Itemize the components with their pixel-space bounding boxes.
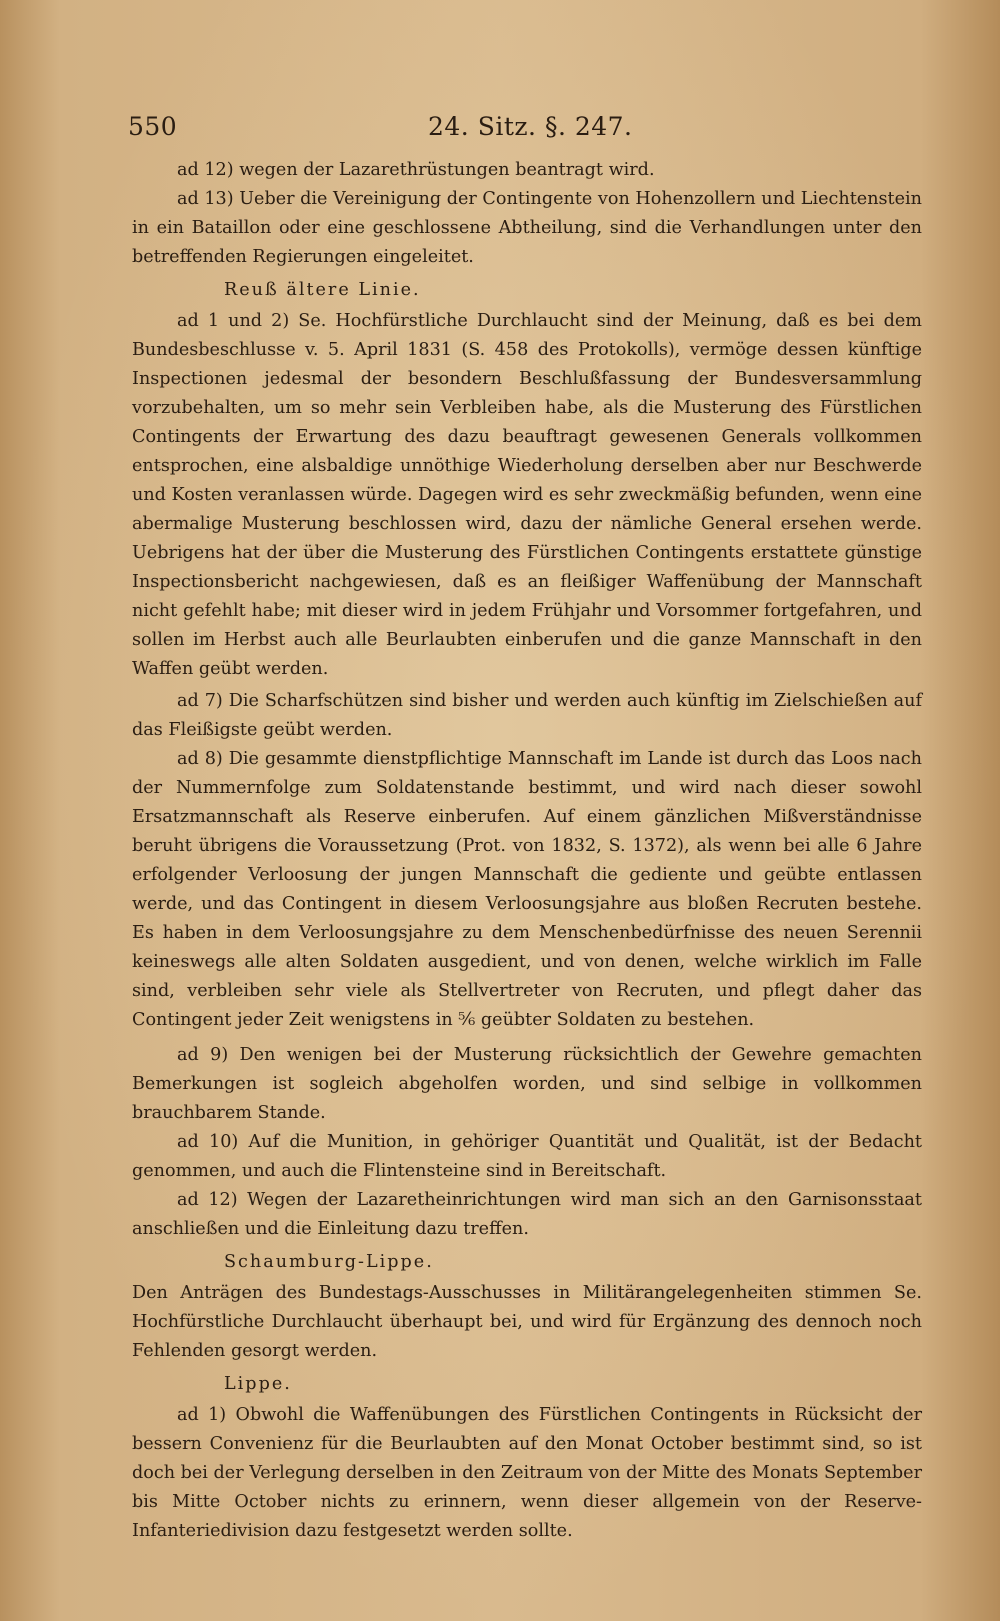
section-heading-lippe: Lippe. bbox=[224, 1374, 292, 1394]
paragraph-ad-7-scharfschuetzen: ad 7) Die Scharfschützen sind bisher und werden auch künftig im Zielschießen auf das Fleißigste geübt werden. bbox=[132, 691, 922, 740]
running-head: 24. Sitz. §. 247. bbox=[428, 112, 633, 141]
page-body bbox=[132, 156, 922, 1546]
paragraph-ad-12-lazaretheinrichtungen: ad 12) Wegen der Lazaretheinrichtungen wird man sich an den Garnisonsstaat anschließen und die Einleitung dazu treffen. bbox=[132, 1190, 922, 1239]
page-header bbox=[128, 112, 920, 144]
section-heading-schaumburg-lippe: Schaumburg-Lippe. bbox=[224, 1252, 434, 1272]
paragraph-ad-13-vereinigung: ad 13) Ueber die Vereinigung der Contingente von Hohenzollern und Liechtenstein in ein Bataillon oder eine geschlossene Abtheilung, sind die Verhandlungen unter den betreffenden Regierungen eingeleitet. bbox=[132, 189, 922, 267]
paragraph-ad-8-mannschaft: ad 8) Die gesammte dienstpflichtige Mannschaft im Lande ist durch das Loos nach der Nummernfolge zum Soldatenstande bestimmt, und wird nach dieser sowohl Ersatzmannschaft als Reserve einberufen. Auf einem gänzlichen Mißverständnisse beruht übrigens die Voraussetzung (Prot. von 1832, S. 1372), als wenn bei alle 6 Jahre erfolgender Verloosung der jungen Mannschaft die gediente und geübte entlassen werde, und das Contingent in diesem Verloosungsjahre aus bloßen Recruten bestehe. Es haben in dem Verloosungsjahre zu dem Menschenbedürfnisse des neuen Serennii keineswegs alle alten Soldaten ausgedient, und von denen, welche wirklich im Falle sind, verbleiben sehr viele als Stellvertreter von Recruten, und pflegt daher das Contingent jeder Zeit wenigstens in ⁵⁄₆ geübter Soldaten zu bestehen. bbox=[132, 749, 922, 1030]
paragraph-schaumburg-antraege: Den Anträgen des Bundestags-Ausschusses in Militärangelegenheiten stimmen Se. Hochfürstliche Durchlaucht überhaupt bei, und wird für Ergänzung des dennoch noch Fehlenden gesorgt werden. bbox=[132, 1283, 922, 1361]
paragraph-ad-9-gewehre: ad 9) Den wenigen bei der Musterung rücksichtlich der Gewehre gemachten Bemerkungen ist sogleich abgeholfen worden, und sind selbige in vollkommen brauchbarem Stande. bbox=[132, 1045, 922, 1123]
page-number: 550 bbox=[128, 112, 178, 141]
paragraph-ad-10-munition: ad 10) Auf die Munition, in gehöriger Quantität und Qualität, ist der Bedacht genommen, und auch die Flintensteine sind in Bereitschaft. bbox=[132, 1132, 922, 1181]
section-heading-reuss-aeltere-linie: Reuß ältere Linie. bbox=[224, 280, 421, 300]
paragraph-ad-12-lazareth: ad 12) wegen der Lazarethrüstungen beantragt wird. bbox=[177, 160, 655, 180]
paragraph-ad-1-und-2: ad 1 und 2) Se. Hochfürstliche Durchlaucht sind der Meinung, daß es bei dem Bundesbeschlusse v. 5. April 1831 (S. 458 des Protokolls), vermöge dessen künftige Inspectionen jedesmal der besondern Beschlußfassung der Bundesversammlung vorzubehalten, um so mehr sein Verbleiben habe, als die Musterung des Fürstlichen Contingents der Erwartung des dazu beauftragt gewesenen Generals vollkommen entsprochen, eine alsbaldige unnöthige Wiederholung derselben aber nur Beschwerde und Kosten veranlassen würde. Dagegen wird es sehr zweckmäßig befunden, wenn eine abermalige Musterung beschlossen wird, dazu der nämliche General ersehen werde. Uebrigens hat der über die Musterung des Fürstlichen Contingents erstattete günstige Inspectionsbericht nachgewiesen, daß es an fleißiger Waffenübung der Mannschaft nicht gefehlt habe; mit dieser wird in jedem Frühjahr und Vorsommer fortgefahren, und sollen im Herbst auch alle Beurlaubten einberufen und die ganze Mannschaft in den Waffen geübt werden. bbox=[132, 311, 922, 679]
paragraph-lippe-ad-1: ad 1) Obwohl die Waffenübungen des Fürstlichen Contingents in Rücksicht der bessern Convenienz für die Beurlaubten auf den Monat October bestimmt sind, so ist doch bei der Verlegung derselben in den Zeitraum von der Mitte des Monats September bis Mitte October nichts zu erinnern, wenn dieser allgemein von der Reserve-Infanteriedivision dazu festgesetzt werden sollte. bbox=[132, 1405, 922, 1541]
